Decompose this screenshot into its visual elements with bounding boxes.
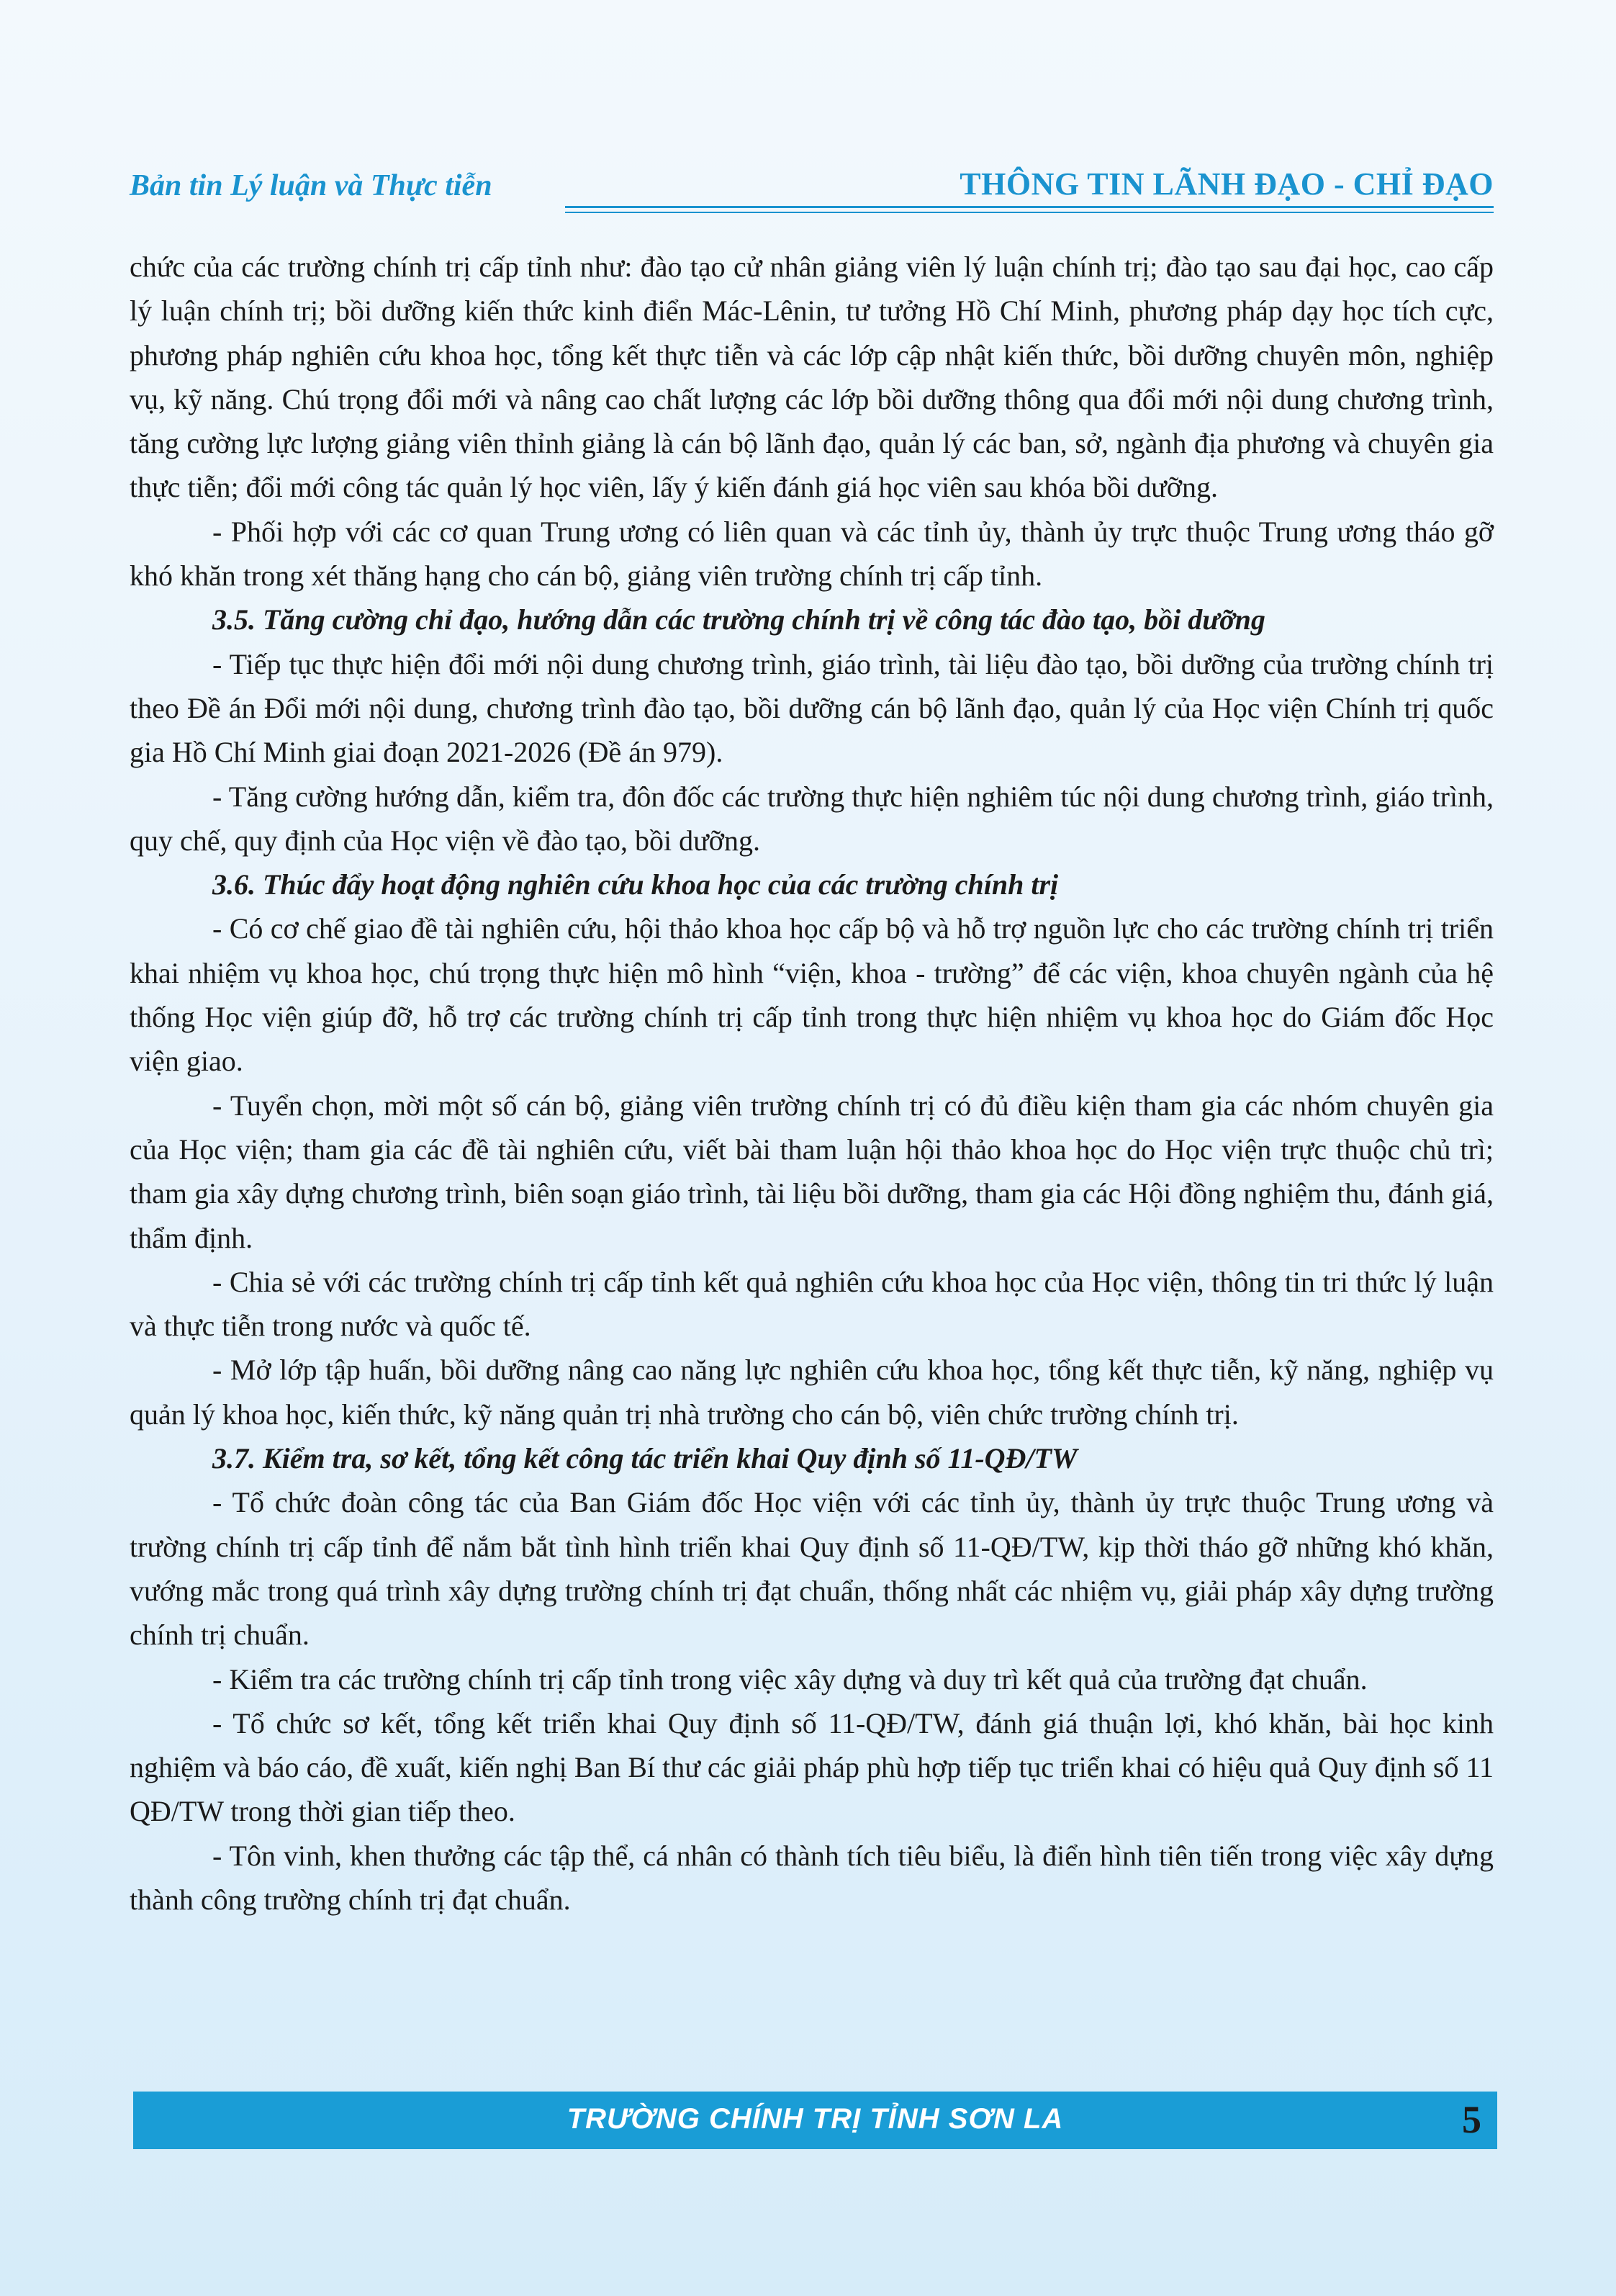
paragraph: - Có cơ chế giao đề tài nghiên cứu, hội thảo khoa học cấp bộ và hỗ trợ nguồn lực cho các trường chính trị triển khai nhiệm vụ khoa học, chú trọng thực hiện mô hình “viện, khoa - trường” để các viện, khoa chuyên ngành của hệ thống Học viện giúp đỡ, hỗ trợ các trường chính trị cấp tỉnh trong thực hiện nhiệm vụ khoa học do Giám đốc Học viện giao. bbox=[130, 912, 1494, 1078]
paragraph: - Tôn vinh, khen thưởng các tập thể, cá nhân có thành tích tiêu biểu, là điển hình tiên tiến trong việc xây dựng thành công trường chính trị đạt chuẩn. bbox=[130, 1839, 1494, 1916]
page-number: 5 bbox=[1462, 2098, 1481, 2141]
paragraph: - Tuyển chọn, mời một số cán bộ, giảng viên trường chính trị có đủ điều kiện tham gia các nhóm chuyên gia của Học viện; tham gia các đề tài nghiên cứu, viết bài tham luận hội thảo khoa học do Học viện trực thuộc chủ trì; tham gia xây dựng chương trình, biên soạn giáo trình, tài liệu bồi dưỡng, tham gia các Hội đồng nghiệm thu, đánh giá, thẩm định. bbox=[130, 1089, 1494, 1254]
paragraph: - Chia sẻ với các trường chính trị cấp tỉnh kết quả nghiên cứu khoa học của Học viện, thông tin tri thức lý luận và thực tiễn trong nước và quốc tế. bbox=[130, 1265, 1494, 1343]
header-rule-thin bbox=[565, 212, 1494, 213]
section-heading: 3.7. Kiểm tra, sơ kết, tổng kết công tác triển khai Quy định số 11-QĐ/TW bbox=[212, 1442, 1078, 1475]
footer-label: TRƯỜNG CHÍNH TRỊ TỈNH SƠN LA bbox=[566, 2103, 1064, 2135]
section-heading: 3.5. Tăng cường chỉ đạo, hướng dẫn các trường chính trị về công tác đào tạo, bồi dưỡng bbox=[212, 603, 1265, 636]
paragraph: chức của các trường chính trị cấp tỉnh như: đào tạo cử nhân giảng viên lý luận chính trị; đào tạo sau đại học, cao cấp lý luận chính trị; bồi dưỡng kiến thức kinh điển Mác-Lênin, tư tưởng Hồ Chí Minh, phương pháp dạy học tích cực, phương pháp nghiên cứu khoa học, tổng kết thực tiễn và các lớp cập nhật kiến thức, bồi dưỡng chuyên môn, nghiệp vụ, kỹ năng. Chú trọng đổi mới và nâng cao chất lượng các lớp bồi dưỡng thông qua đổi mới nội dung chương trình, tăng cường lực lượng giảng viên thỉnh giảng là cán bộ lãnh đạo, quản lý các ban, sở, ngành địa phương và chuyên gia thực tiễn; đổi mới công tác quản lý học viên, lấy ý kiến đánh giá học viên sau khóa bồi dưỡng. bbox=[130, 251, 1494, 504]
header-rule bbox=[565, 206, 1494, 208]
footer-bar bbox=[133, 2092, 1497, 2149]
paragraph: - Tăng cường hướng dẫn, kiểm tra, đôn đốc các trường thực hiện nghiêm túc nội dung chương trình, giáo trình, quy chế, quy định của Học viện về đào tạo, bồi dưỡng. bbox=[130, 780, 1494, 857]
paragraph: - Phối hợp với các cơ quan Trung ương có liên quan và các tỉnh ủy, thành ủy trực thuộc Trung ương tháo gỡ khó khăn trong xét thăng hạng cho cán bộ, giảng viên trường chính trị cấp tỉnh. bbox=[130, 515, 1494, 593]
paragraph: - Kiểm tra các trường chính trị cấp tỉnh trong việc xây dựng và duy trì kết quả của trường đạt chuẩn. bbox=[212, 1662, 1368, 1696]
section-heading: 3.6. Thúc đẩy hoạt động nghiên cứu khoa học của các trường chính trị bbox=[212, 868, 1059, 901]
paragraph: - Tổ chức sơ kết, tổng kết triển khai Quy định số 11-QĐ/TW, đánh giá thuận lợi, khó khăn, bài học kinh nghiệm và báo cáo, đề xuất, kiến nghị Ban Bí thư các giải pháp phù hợp tiếp tục triển khai có hiệu quả Quy định số 11 QĐ/TW trong thời gian tiếp theo. bbox=[130, 1706, 1494, 1828]
section-title: THÔNG TIN LÃNH ĐẠO - CHỈ ĐẠO bbox=[960, 166, 1494, 202]
paragraph: - Mở lớp tập huấn, bồi dưỡng nâng cao năng lực nghiên cứu khoa học, tổng kết thực tiễn, kỹ năng, nghiệp vụ quản lý khoa học, kiến thức, kỹ năng quản trị nhà trường cho cán bộ, viên chức trường chính trị. bbox=[130, 1354, 1494, 1431]
page-header bbox=[130, 166, 1494, 216]
paragraph: - Tiếp tục thực hiện đổi mới nội dung chương trình, giáo trình, tài liệu đào tạo, bồi dưỡng của trường chính trị theo Đề án Đổi mới nội dung, chương trình đào tạo, bồi dưỡng cán bộ lãnh đạo, quản lý của Học viện Chính trị quốc gia Hồ Chí Minh giai đoạn 2021-2026 (Đề án 979). bbox=[130, 647, 1494, 769]
paragraph: - Tổ chức đoàn công tác của Ban Giám đốc Học viện với các tỉnh ủy, thành ủy trực thuộc Trung ương và trường chính trị cấp tỉnh để nắm bắt tình hình triển khai Quy định số 11-QĐ/TW, kịp thời tháo gỡ những khó khăn, vướng mắc trong quá trình xây dựng trường chính trị đạt chuẩn, thống nhất các nhiệm vụ, giải pháp xây dựng trường chính trị chuẩn. bbox=[130, 1486, 1494, 1652]
article-body bbox=[130, 245, 1494, 1922]
publication-title: Bản tin Lý luận và Thực tiễn bbox=[130, 169, 492, 202]
